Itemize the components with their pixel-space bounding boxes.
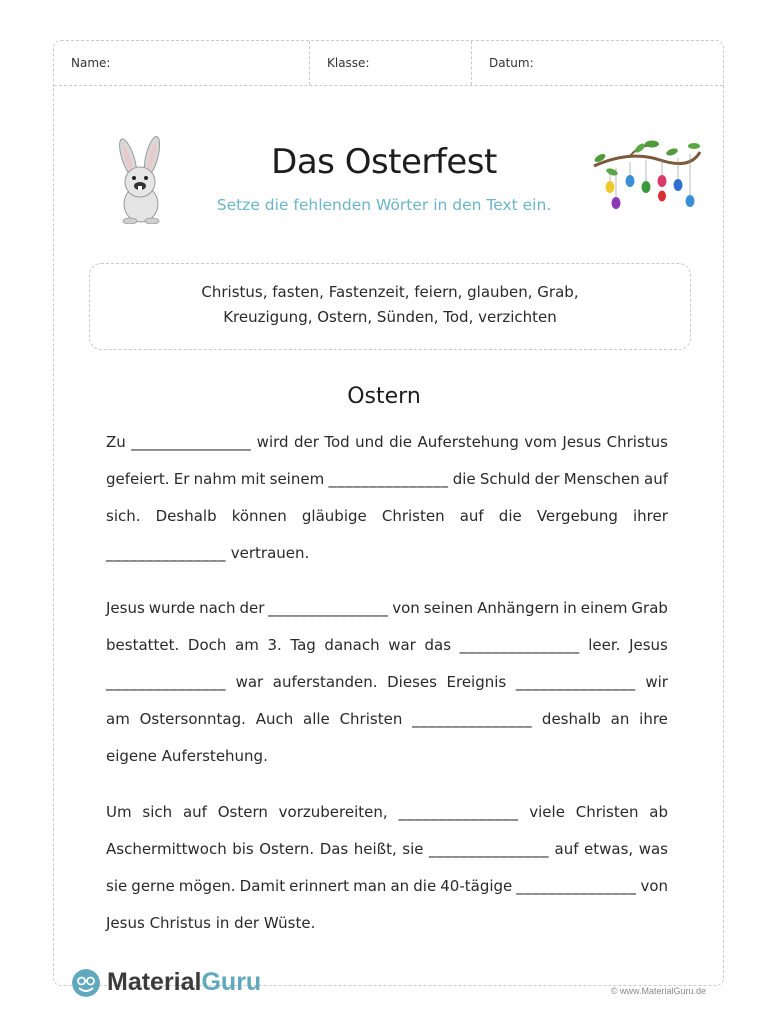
word: Wüste. <box>263 914 316 932</box>
word: ihrer <box>632 507 668 525</box>
word: vertrauen. <box>230 544 310 562</box>
word: Er <box>173 470 190 488</box>
word: Jesus <box>106 599 145 617</box>
text-line <box>106 506 668 543</box>
word: die <box>498 507 522 525</box>
worksheet-instruction: Setze die fehlenden Wörter in den Text ein. <box>216 196 552 214</box>
section-title: Ostern <box>347 384 421 409</box>
class-field[interactable] <box>310 41 472 85</box>
word: etwas, <box>584 840 634 858</box>
word: Ereignis <box>446 673 507 691</box>
text-line <box>106 913 668 950</box>
word: in <box>563 599 577 617</box>
word: Ostern. <box>259 840 315 858</box>
text-line <box>106 469 668 506</box>
word: Christen <box>575 803 639 821</box>
word-bank <box>89 263 691 350</box>
name-label: Name: <box>71 56 111 70</box>
word: Doch <box>187 636 227 654</box>
date-field[interactable] <box>472 41 723 85</box>
word: einem <box>580 599 628 617</box>
word: war <box>388 636 416 654</box>
word: Anhängern <box>477 599 560 617</box>
answer-blank[interactable]: _______________ <box>131 433 252 451</box>
word: Zu <box>106 433 126 451</box>
answer-blank[interactable]: _______________ <box>515 673 636 691</box>
logo-text-guru: Guru <box>201 968 262 996</box>
word: mögen. <box>178 877 236 895</box>
answer-blank[interactable]: _______________ <box>412 710 533 728</box>
word: Das <box>319 840 349 858</box>
word: Deshalb <box>155 507 217 525</box>
word: Auferstehung <box>417 433 519 451</box>
word: gläubige <box>301 507 367 525</box>
word: leer. <box>588 636 621 654</box>
word: seinen <box>423 599 474 617</box>
word: Christus <box>149 914 211 932</box>
word: Jesus <box>106 914 145 932</box>
answer-blank[interactable]: _______________ <box>106 673 226 691</box>
text-line <box>106 876 668 913</box>
word: Christen <box>339 710 403 728</box>
class-label: Klasse: <box>327 56 370 70</box>
word: sie <box>106 877 128 895</box>
word: der <box>239 599 265 617</box>
answer-blank[interactable]: _______________ <box>516 877 637 895</box>
word: ab <box>649 803 668 821</box>
word: bis <box>232 840 254 858</box>
word: Damit <box>239 877 286 895</box>
word: vom <box>524 433 557 451</box>
word: an <box>610 710 630 728</box>
word: ihre <box>639 710 668 728</box>
word: wird <box>256 433 289 451</box>
word: können <box>231 507 287 525</box>
worksheet-title: Das Osterfest <box>271 142 497 182</box>
word: Tod <box>324 433 350 451</box>
word: eigene <box>106 747 157 765</box>
word: Grab <box>631 599 668 617</box>
word: Aschermittwoch <box>106 840 227 858</box>
date-label: Datum: <box>489 56 534 70</box>
word: man <box>353 877 387 895</box>
word: Dieses <box>387 673 437 691</box>
paragraph <box>106 432 668 580</box>
materialguru-logo-icon <box>72 969 100 997</box>
text-line <box>106 543 668 580</box>
word: 40-tägige <box>440 877 513 895</box>
copyright-notice: © www.MaterialGuru.de <box>610 986 706 996</box>
text-line <box>106 839 668 876</box>
word: von <box>392 599 420 617</box>
word: nahm <box>193 470 237 488</box>
word: von <box>640 877 668 895</box>
text-line <box>106 746 668 783</box>
word-bank-line: Christus, fasten, Fastenzeit, feiern, glauben, Grab, <box>201 283 579 301</box>
word: auf <box>554 840 579 858</box>
answer-blank[interactable]: _______________ <box>459 636 580 654</box>
word: viele <box>529 803 565 821</box>
word: gerne <box>131 877 175 895</box>
word: alle <box>303 710 330 728</box>
text-line <box>106 709 668 746</box>
word: bestattet. <box>106 636 180 654</box>
word: Christen <box>381 507 445 525</box>
word: das <box>424 636 452 654</box>
word: Tag <box>290 636 316 654</box>
word: an <box>390 877 410 895</box>
word: deshalb <box>541 710 601 728</box>
paragraph <box>106 802 668 950</box>
logo-text-material: Material <box>107 968 202 996</box>
word: die <box>452 470 476 488</box>
text-line <box>106 802 668 839</box>
word: der <box>534 470 560 488</box>
word: Um <box>106 803 132 821</box>
text-line <box>106 432 668 469</box>
word: Vergebung <box>536 507 618 525</box>
answer-blank[interactable]: _______________ <box>429 840 550 858</box>
answer-blank[interactable]: _______________ <box>106 544 226 562</box>
word: mit <box>240 470 266 488</box>
word: danach <box>324 636 380 654</box>
word: Christus <box>606 433 668 451</box>
student-info-row <box>54 41 723 86</box>
word: wurde <box>148 599 196 617</box>
answer-blank[interactable]: _______________ <box>398 803 519 821</box>
word: auf <box>644 470 668 488</box>
word: erinnert <box>289 877 350 895</box>
materialguru-logo <box>72 968 261 997</box>
word: Ostern <box>217 803 268 821</box>
word: heißt, <box>353 840 397 858</box>
word: Ostersonntag. <box>139 710 246 728</box>
word: am <box>106 710 130 728</box>
word: gefeiert. <box>106 470 170 488</box>
word: wir <box>645 673 668 691</box>
name-field[interactable] <box>54 41 310 85</box>
word: was <box>638 840 668 858</box>
word: und <box>355 433 384 451</box>
word: der <box>234 914 260 932</box>
word: Jesus <box>629 636 668 654</box>
word: am <box>235 636 259 654</box>
word: sich <box>142 803 173 821</box>
word: die <box>389 433 412 451</box>
text-line <box>106 635 668 672</box>
word: auf <box>182 803 207 821</box>
word: war <box>235 673 264 691</box>
word: sich. <box>106 507 141 525</box>
word: Jesus <box>562 433 602 451</box>
word: Auch <box>255 710 294 728</box>
text-line <box>106 672 668 709</box>
word: nach <box>199 599 236 617</box>
word: sie <box>402 840 424 858</box>
word: der <box>293 433 319 451</box>
word: auferstanden. <box>272 673 378 691</box>
answer-blank[interactable]: _______________ <box>328 470 449 488</box>
text-line <box>106 598 668 635</box>
word: die <box>413 877 437 895</box>
word: Auferstehung. <box>161 747 268 765</box>
word: seinem <box>269 470 325 488</box>
word: Menschen <box>563 470 640 488</box>
word: vorzubereiten, <box>278 803 388 821</box>
word: auf <box>459 507 484 525</box>
word: Schuld <box>479 470 531 488</box>
word: in <box>215 914 230 932</box>
answer-blank[interactable]: _______________ <box>268 599 389 617</box>
word-bank-line: Kreuzigung, Ostern, Sünden, Tod, verzichten <box>223 308 557 326</box>
paragraph <box>106 598 668 783</box>
word: 3. <box>267 636 282 654</box>
